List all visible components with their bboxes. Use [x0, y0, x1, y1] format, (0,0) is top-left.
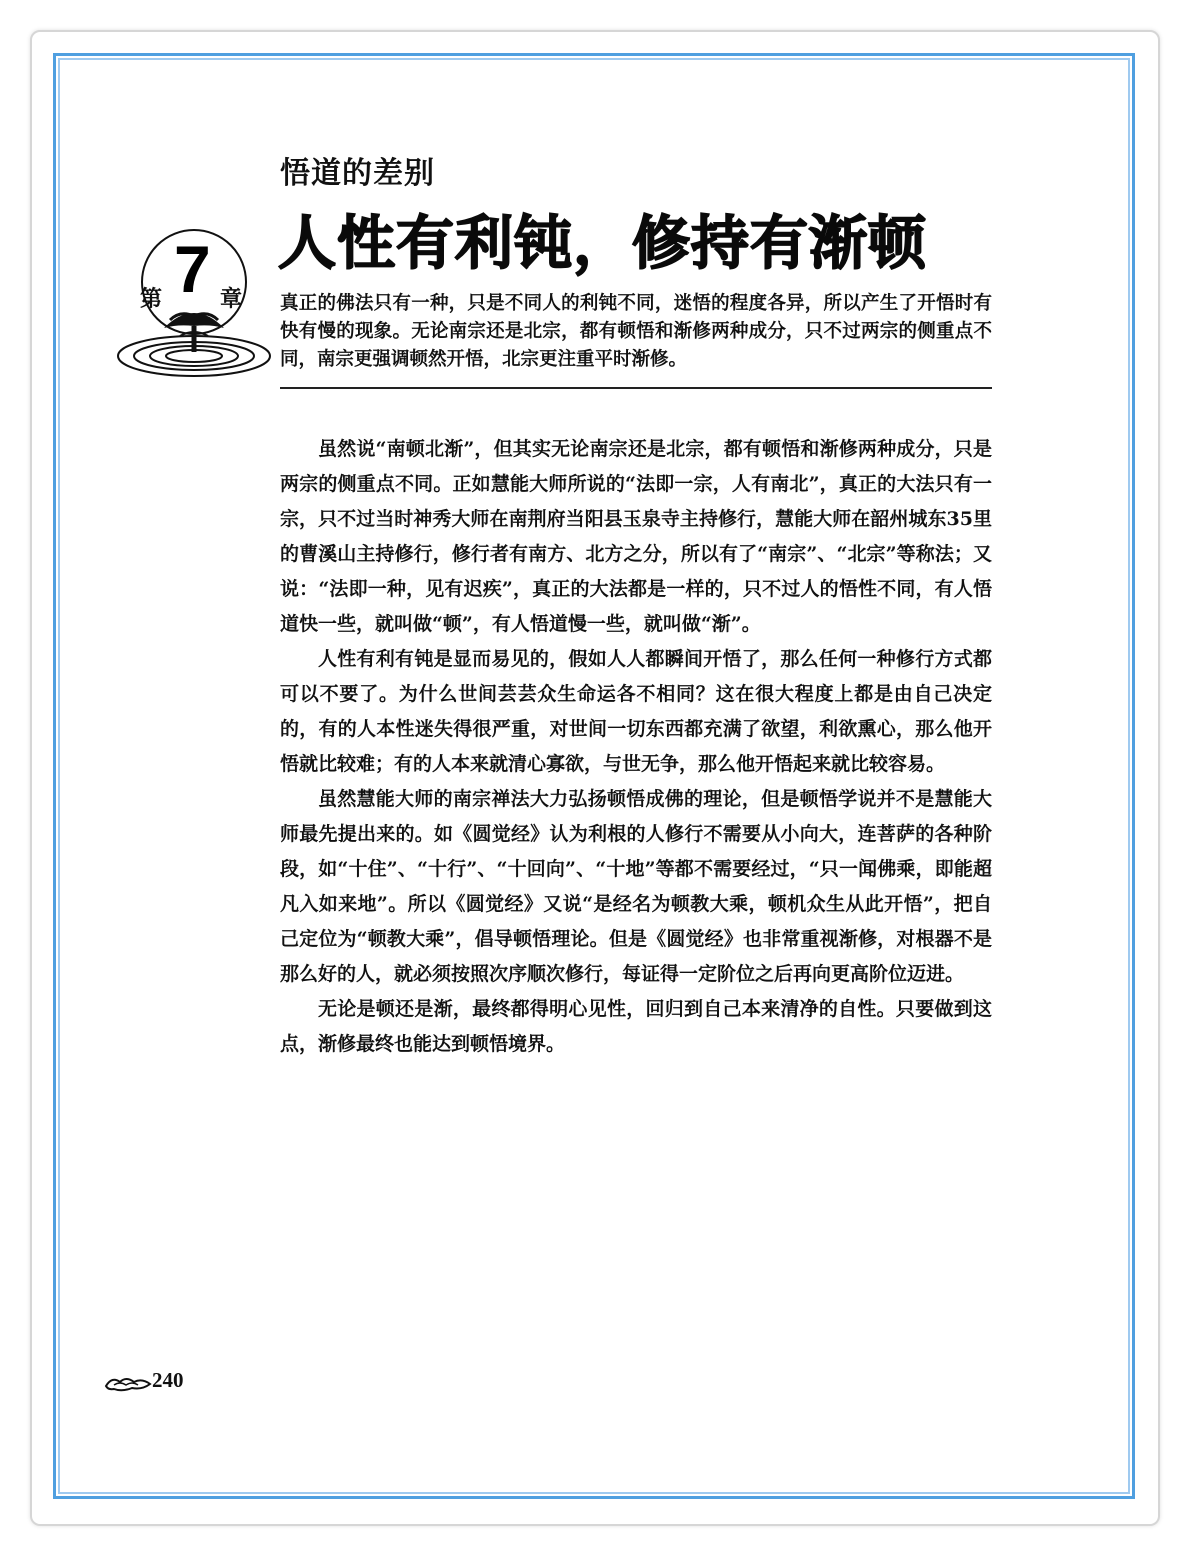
page-title: 人性有利钝，修持有渐顿	[278, 209, 928, 277]
paragraph: 无论是顿还是渐，最终都得明心见性，回归到自己本来清净的自性。只要做到这点，渐修最终也能达到顿悟境界。	[280, 998, 992, 1055]
divider	[280, 387, 992, 389]
chapter-number: 7	[174, 232, 211, 306]
chapter-suffix: 章	[220, 287, 243, 312]
paragraph: 虽然慧能大师的南宗禅法大力弘扬顿悟成佛的理论，但是顿悟学说并不是慧能大师最先提出来的。如《圆觉经》认为利根的人修行不需要从小向大，连菩萨的各种阶段，如“十住”、“十行”、“十回向”、“十地”等都不需要经过，“只一闻佛乘，即能超凡入如来地”。所以《圆觉经》又说“是经名为顿教大乘，顿机众生从此开悟”，把自己定位为“顿教大乘”，倡导顿悟理论。但是《圆觉经》也非常重视渐修，对根器不是那么好的人，就必须按照次序顺次修行，每证得一定阶位之后再向更高阶位迈进。	[280, 788, 992, 985]
chapter-abstract: 真正的佛法只有一种，只是不同人的利钝不同，迷悟的程度各异，所以产生了开悟时有快有慢的现象。无论南宗还是北宗，都有顿悟和渐修两种成分，只不过两宗的侧重点不同，南宗更强调顿然开悟，北宗更注重平时渐修。	[280, 293, 992, 370]
section-kicker: 悟道的差别	[280, 156, 435, 191]
page-number: 240	[152, 1368, 184, 1392]
body-text	[280, 432, 992, 1062]
paragraph: 人性有利有钝是显而易见的，假如人人都瞬间开悟了，那么任何一种修行方式都可以不要了。为什么世间芸芸众生命运各不相同？这在很大程度上都是由自己决定的，有的人本性迷失得很严重，对世间一切东西都充满了欲望，利欲熏心，那么他开悟就比较难；有的人本来就清心寡欲，与世无争，那么他开悟起来就比较容易。	[280, 648, 992, 775]
paragraph: 虽然说“南顿北渐”，但其实无论南宗还是北宗，都有顿悟和渐修两种成分，只是两宗的侧重点不同。正如慧能大师所说的“法即一宗，人有南北”，真正的大法只有一宗，只不过当时神秀大师在南荆府当阳县玉泉寺主持修行，慧能大师在韶州城东35里的曹溪山主持修行，修行者有南方、北方之分，所以有了“南宗”、“北宗”等称法；又说：“法即一种，见有迟疾”，真正的大法都是一样的，只不过人的悟性不同，有人悟道快一些，就叫做“顿”，有人悟道慢一些，就叫做“渐”。	[280, 438, 992, 635]
cloud-ornament-icon	[104, 1374, 154, 1394]
chapter-emblem	[110, 228, 278, 388]
chapter-prefix: 第	[140, 287, 163, 312]
page-footer	[104, 1368, 224, 1398]
